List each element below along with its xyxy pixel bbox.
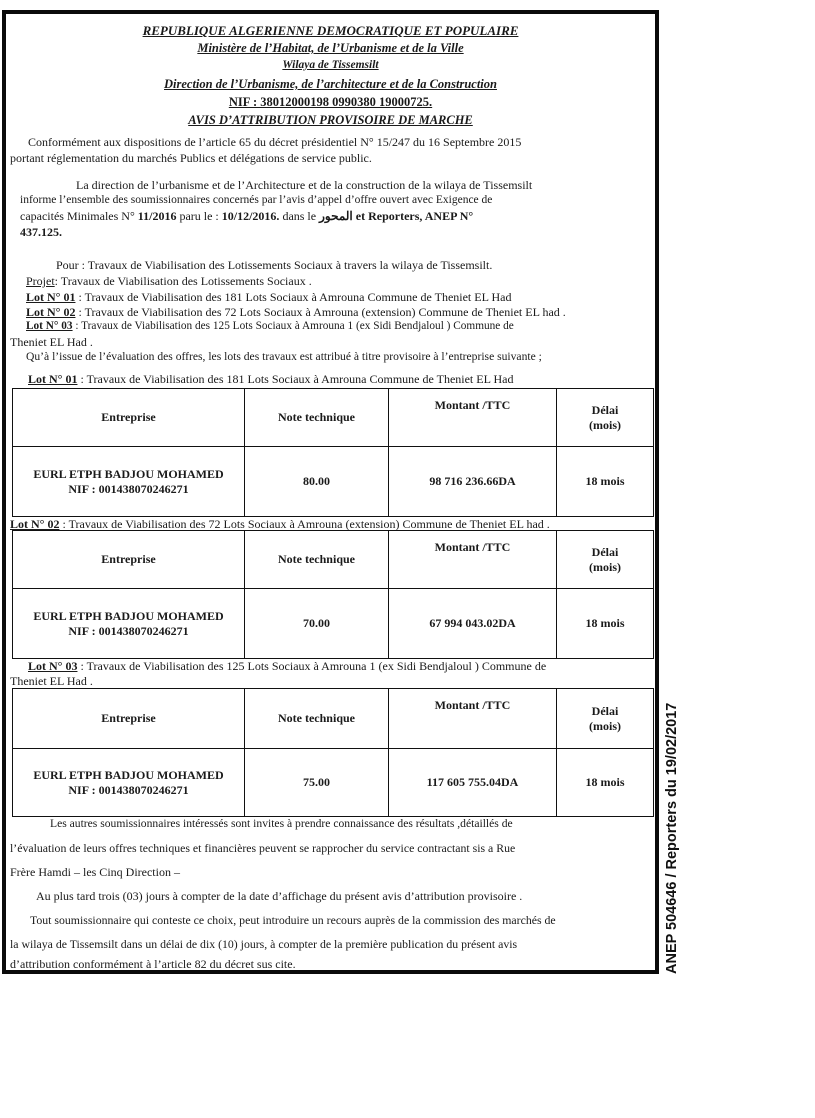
notice-title: AVIS D’ATTRIBUTION PROVISOIRE DE MARCHE bbox=[188, 113, 473, 127]
objet-lot1-line bbox=[26, 290, 511, 305]
note-value: 80.00 bbox=[245, 447, 389, 517]
lot1-text: : Travaux de Viabilisation des 181 Lots Sociaux à Amrouna Commune de Theniet EL Had bbox=[80, 372, 514, 386]
note-value: 75.00 bbox=[245, 749, 389, 817]
projet-line bbox=[26, 274, 312, 289]
header-montant: Montant /TTC bbox=[389, 689, 557, 749]
republic-heading: REPUBLIQUE ALGERIENNE DEMOCRATIQUE ET POPULAIRE bbox=[142, 23, 519, 38]
announce-published-label: paru le : bbox=[179, 209, 219, 223]
header-delai bbox=[557, 689, 654, 749]
announce-line-2: informe l’ensemble des soumissionnaires concernés par l’avis d’appel d’offre ouvert avec Exigence de bbox=[20, 194, 493, 206]
closing-line-1: Les autres soumissionnaires intéressés sont invites à prendre connaissance des résultats ,détaillés de bbox=[50, 817, 513, 830]
lot3-heading-cont: Theniet EL Had . bbox=[10, 674, 93, 688]
lot2-text: : Travaux de Viabilisation des 72 Lots Sociaux à Amrouna (extension) Commune de Theniet EL had . bbox=[62, 517, 550, 531]
header-delai-unit: (mois) bbox=[589, 559, 621, 574]
announce-line-1: La direction de l’urbanisme et de l’Architecture et de la construction de la wilaya de Tissemsilt bbox=[76, 178, 533, 192]
lot1-heading bbox=[28, 372, 513, 387]
announce-in-label: dans le bbox=[282, 209, 317, 223]
pour-line: Pour : Travaux de Viabilisation des Lotissements Sociaux à travers la wilaya de Tissemsilt. bbox=[56, 258, 493, 272]
header-montant: Montant /TTC bbox=[389, 389, 557, 447]
objet-lot3-text: : Travaux de Viabilisation des 125 Lots Sociaux à Amrouna 1 (ex Sidi Bendjaloul ) Commune de bbox=[75, 320, 514, 332]
closing-line-3: Frère Hamdi – les Cinq Direction – bbox=[10, 865, 180, 879]
publication-side-note: ANEP 504646 / Reporters du 19/02/2017 bbox=[664, 702, 680, 974]
announce-line-3 bbox=[20, 209, 473, 224]
objet-lot3-line bbox=[26, 320, 514, 332]
lot3-table bbox=[12, 688, 654, 817]
announce-ref-label: capacités Minimales N° bbox=[20, 209, 135, 223]
closing-line-7: d’attribution conformément à l’article 82 du décret sus cite. bbox=[10, 957, 296, 971]
intro-line-2: portant réglementation du marchés Publics et délégations de service public. bbox=[10, 151, 372, 165]
header-delai bbox=[557, 389, 654, 447]
montant-value: 98 716 236.66DA bbox=[389, 447, 557, 517]
company-name: EURL ETPH BADJOU MOHAMED bbox=[33, 466, 224, 481]
company-nif: NIF : 001438070246271 bbox=[68, 623, 189, 638]
company-cell bbox=[13, 589, 245, 659]
closing-line-5: Tout soumissionnaire qui conteste ce choix, peut introduire un recours auprès de la commission des marchés de bbox=[30, 913, 556, 927]
closing-line-6: la wilaya de Tissemsilt dans un délai de dix (10) jours, à compter de la première publication du présent avis bbox=[10, 937, 518, 951]
closing-line-2: l’évaluation de leurs offres techniques et financières peuvent se rapprocher du service contractant sis a Rue bbox=[10, 841, 516, 855]
header-entreprise: Entreprise bbox=[13, 689, 245, 749]
company-cell bbox=[13, 749, 245, 817]
header-note: Note technique bbox=[245, 689, 389, 749]
objet-lot1-label: Lot N° 01 bbox=[26, 290, 76, 304]
company-nif: NIF : 001438070246271 bbox=[68, 481, 189, 496]
lot3-text: : Travaux de Viabilisation des 125 Lots Sociaux à Amrouna 1 (ex Sidi Bendjaloul ) Commune de bbox=[80, 659, 547, 673]
projet-label: Projet bbox=[26, 274, 55, 288]
lot1-table bbox=[12, 388, 654, 517]
anep-number: 437.125. bbox=[20, 225, 62, 239]
publication-date: 10/12/2016. bbox=[221, 209, 280, 223]
lot1-label: Lot N° 01 bbox=[28, 372, 78, 386]
lot3-label: Lot N° 03 bbox=[28, 659, 78, 673]
ministry-heading: Ministère de l’Habitat, de l’Urbanisme et de la Ville bbox=[197, 41, 464, 55]
header-delai-unit: (mois) bbox=[589, 718, 621, 733]
closing-line-4: Au plus tard trois (03) jours à compter de la date d’affichage du présent avis d’attribution provisoire . bbox=[36, 889, 523, 903]
wilaya-heading: Wilaya de Tissemsilt bbox=[282, 59, 379, 71]
header-montant: Montant /TTC bbox=[389, 531, 557, 589]
company-cell bbox=[13, 447, 245, 517]
header-delai-unit: (mois) bbox=[589, 417, 621, 432]
header-entreprise: Entreprise bbox=[13, 531, 245, 589]
lot2-label: Lot N° 02 bbox=[10, 517, 60, 531]
lot2-table bbox=[12, 530, 654, 659]
objet-lot1-text: : Travaux de Viabilisation des 181 Lots Sociaux à Amrouna Commune de Theniet EL Had bbox=[78, 290, 512, 304]
projet-text: : Travaux de Viabilisation des Lotissements Sociaux . bbox=[54, 274, 312, 288]
montant-value: 117 605 755.04DA bbox=[389, 749, 557, 817]
header-delai bbox=[557, 531, 654, 589]
header-note: Note technique bbox=[245, 531, 389, 589]
notice-frame bbox=[2, 10, 659, 974]
objet-lot3-label: Lot N° 03 bbox=[26, 320, 73, 332]
objet-lot2-line bbox=[26, 305, 566, 320]
delai-value: 18 mois bbox=[557, 589, 654, 659]
issue-line: Qu’à l’issue de l’évaluation des offres, les lots des travaux est attribué à titre provisoire à l’entreprise suivante ; bbox=[26, 350, 542, 363]
delai-value: 18 mois bbox=[557, 447, 654, 517]
montant-value: 67 994 043.02DA bbox=[389, 589, 557, 659]
direction-heading: Direction de l’Urbanisme, de l’architecture et de la Construction bbox=[164, 77, 497, 91]
intro-line-1: Conformément aux dispositions de l’article 65 du décret présidentiel N° 15/247 du 16 Septembre 2015 bbox=[28, 135, 522, 149]
company-name: EURL ETPH BADJOU MOHAMED bbox=[33, 608, 224, 623]
header-delai-label: Délai bbox=[591, 402, 619, 417]
header-note: Note technique bbox=[245, 389, 389, 447]
tender-number: 11/2016 bbox=[137, 209, 177, 223]
company-name: EURL ETPH BADJOU MOHAMED bbox=[33, 767, 224, 782]
newspaper-reporters: et Reporters, ANEP N° bbox=[355, 209, 474, 223]
header-entreprise: Entreprise bbox=[13, 389, 245, 447]
objet-lot3-cont: Theniet EL Had . bbox=[10, 335, 93, 349]
note-value: 70.00 bbox=[245, 589, 389, 659]
nif-heading: NIF : 38012000198 0990380 19000725. bbox=[228, 95, 433, 109]
objet-lot2-label: Lot N° 02 bbox=[26, 305, 76, 319]
company-nif: NIF : 001438070246271 bbox=[68, 782, 189, 797]
newspaper-arabic: المحور bbox=[319, 209, 353, 223]
header-delai-label: Délai bbox=[591, 703, 619, 718]
objet-lot2-text: : Travaux de Viabilisation des 72 Lots Sociaux à Amrouna (extension) Commune de Theniet EL had . bbox=[78, 305, 566, 319]
lot3-heading bbox=[28, 659, 546, 674]
delai-value: 18 mois bbox=[557, 749, 654, 817]
header-delai-label: Délai bbox=[591, 544, 619, 559]
